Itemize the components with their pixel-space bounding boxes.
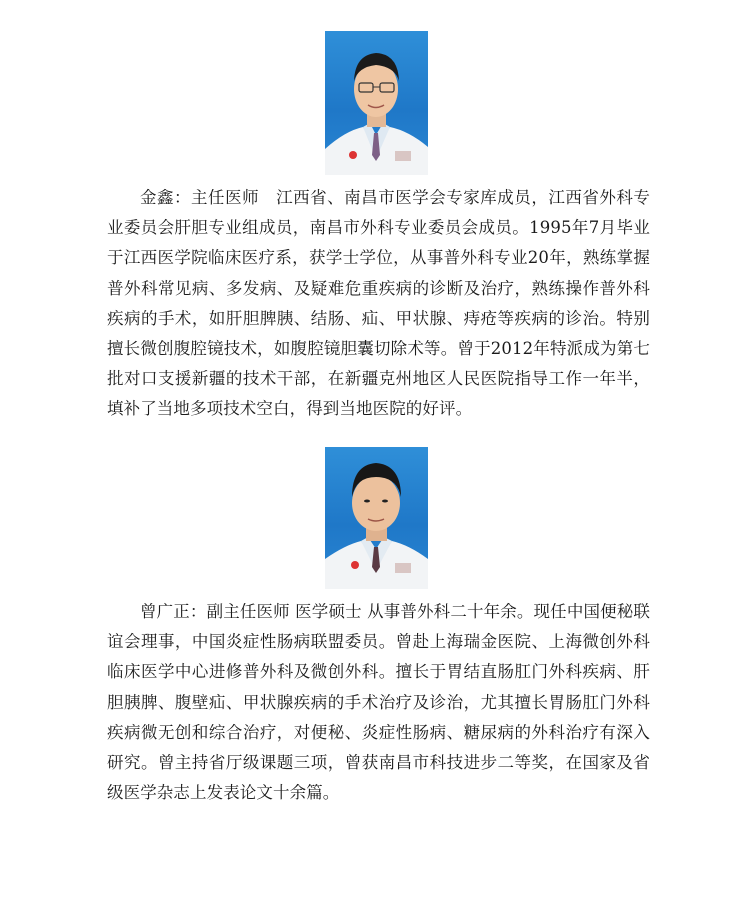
doctor-portrait-1: [325, 31, 428, 175]
doctor-bio-2: 曾广正：副主任医师 医学硕士 从事普外科二十年余。现任中国便秘联谊会理事，中国炎症性肠病联盟委员。曾赴上海瑞金医院、上海微创外科临床医学中心进修普外科及微创外科。擅长于胃结直肠肛门外科疾病、肝胆胰脾、腹壁疝、甲状腺疾病的手术治疗及诊治，尤其擅长胃肠肛门外科疾病微无创和综合治疗，对便秘、炎症性肠病、糖尿病的外科治疗有深入研究。曾主持省厅级课题三项，曾获南昌市科技进步二等奖，在国家及省级医学杂志上发表论文十余篇。: [107, 602, 650, 803]
doctor-bio-1: 金鑫：主任医师 江西省、南昌市医学会专家库成员，江西省外科专业委员会肝胆专业组成员，南昌市外科专业委员会成员。1995年7月毕业于江西医学院临床医疗系，获学士学位，从事普外科专业20年，熟练掌握普外科常见病、多发病、及疑难危重疾病的诊断及治疗，熟练操作普外科疾病的手术，如肝胆脾胰、结肠、疝、甲状腺、痔疮等疾病的诊治。特别擅长微创腹腔镜技术，如腹腔镜胆囊切除术等。曾于2012年特派成为第七批对口支援新疆的技术干部，在新疆克州地区人民医院指导工作一年半，填补了当地多项技术空白，得到当地医院的好评。: [107, 188, 650, 419]
doctor-portrait-2: [325, 447, 428, 589]
